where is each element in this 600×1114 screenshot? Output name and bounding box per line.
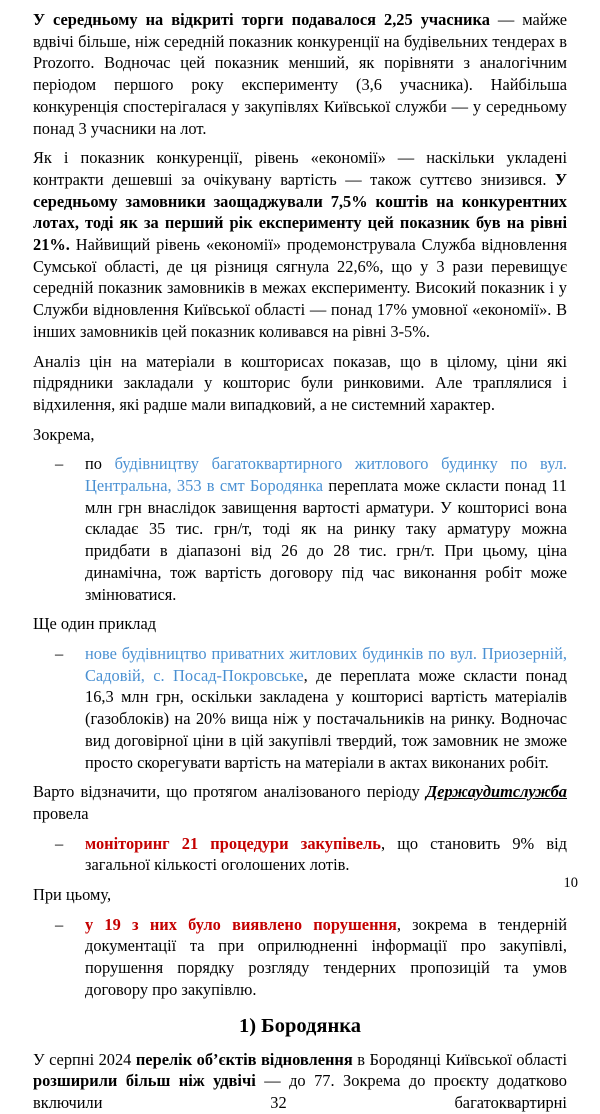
text-run: провела: [33, 803, 89, 823]
text-run: в Бородянці Київської області: [352, 1049, 567, 1069]
text-run: Аналіз цін на матеріали в кошторисах показав, що в цілому, ціни які підрядники закладали у кошторис були ринковими. Але траплялися і відхилення, які радше мали випадковий, а не системний характер.: [33, 351, 567, 414]
section-heading: [33, 1013, 567, 1039]
text-run: переплата може скласти понад 11 млн грн внаслідок завищення вартості арматури. У кошторисі вона складає 35 тис. грн/т, тоді як на ринку таку арматуру можна придбати в діапазоні від 26 до 28 тис. грн/т. При цьому, ціна динамічна, тож вартість договору під час виконання робіт може змінюватися.: [85, 476, 567, 604]
bullet-item: [33, 914, 567, 1001]
bullet-item: [33, 833, 567, 876]
text-run: У середньому на відкриті торги подавалося 2,25 учасника: [33, 10, 490, 29]
text-run: Ще один приклад: [33, 614, 157, 634]
paragraph: [33, 424, 567, 446]
text-run: , що становить 9% від загальної кількості оголошених лотів.: [85, 833, 567, 875]
text-run: — майже вдвічі більше, ніж середній показник конкуренції на будівельних тендерах в Prozorro. Водночас цей показник менший, як порівняти з аналогічним періодом першого року експерименту (3,6 учасника). Найбільша конкуренція спостерігалася у закупівлях Київської служби — у середньому понад 3 учасники на лот.: [33, 10, 567, 138]
link-posad-pokrovske-building[interactable]: нове будівництво приватних житлових будинків по вул. Приозерній, Садовій, с. Посад-Покровське: [85, 643, 567, 685]
text-run: При цьому,: [33, 885, 112, 905]
paragraph: [33, 147, 567, 342]
text-run: по: [85, 454, 115, 474]
bullet-dash-icon: –: [55, 914, 64, 934]
bullet-item: [33, 453, 567, 605]
text-run: Найвищий рівень «економії» продемонструвала Служба відновлення Сумської області, де ця різниця сягнула 22,6%, що у 3 рази перевищує середній показник замовників в межах експерименту. Високий показник і у Служби відновлення Київської області — понад 17% умовної «економії». В інших замовників цей показник коливався на рівні 3-5%.: [33, 235, 567, 341]
text-run: Як і показник конкуренції, рівень «економії» — наскільки укладені контракти дешевші за очікувану вартість — також суттєво знизився.: [33, 148, 567, 189]
paragraph: [33, 351, 567, 416]
text-run: у 19 з них було виявлено порушення: [85, 914, 397, 934]
bullet-dash-icon: –: [55, 643, 64, 663]
text-run: 1) Бородянка: [238, 1014, 362, 1037]
paragraph: [33, 884, 567, 906]
derzhaudytsluzhba-link[interactable]: Держаудитслужба: [426, 782, 567, 802]
document-body: [33, 9, 567, 1114]
text-run: моніторинг 21 процедури закупівель: [85, 833, 381, 853]
paragraph: [33, 9, 567, 139]
paragraph: [33, 1049, 567, 1114]
text-run: Варто відзначити, що протягом аналізованого періоду: [33, 782, 427, 802]
paragraph: [33, 613, 567, 635]
paragraph: [33, 781, 567, 824]
bullet-item: [33, 643, 567, 773]
text-run: — до 77. Зокрема до проєкту додатково включили 32 багатоквартирні: [33, 1071, 567, 1112]
text-run: У серпні 2024: [33, 1049, 136, 1069]
text-run: перелік об’єктів відновлення: [135, 1049, 353, 1069]
text-run: , де переплата може скласти понад 16,3 млн грн, оскільки закладена у кошторисі вартість матеріалів (газоблоків) на 20% вища ніж у постачальників на ринку. Водночас вид договірної ціни в цій закупівлі твердий, тож замовник не зможе просто скорегувати вартість на матеріали в актах виконаних робіт.: [85, 665, 567, 772]
text-run: , зокрема в тендерній документації та при оприлюдненні інформації про закупівлі, порушення порядку розгляду тендерних пропозицій та умов договору про закупівлю.: [85, 914, 567, 999]
text-run: розширили більш ніж удвічі: [33, 1071, 256, 1091]
link-borodyanka-building[interactable]: будівництву багатоквартирного житлового будинку по вул. Центральна, 353 в смт Бородянка: [85, 454, 567, 496]
page-number: 10: [563, 875, 578, 892]
bullet-dash-icon: –: [55, 833, 64, 853]
bullet-dash-icon: –: [55, 454, 64, 474]
text-run: У середньому замовники заощаджували 7,5% коштів на конкурентних лотах, тоді як за перший рік експерименту цей показник був на рівні 21%.: [33, 169, 567, 255]
text-run: Зокрема,: [33, 424, 95, 444]
